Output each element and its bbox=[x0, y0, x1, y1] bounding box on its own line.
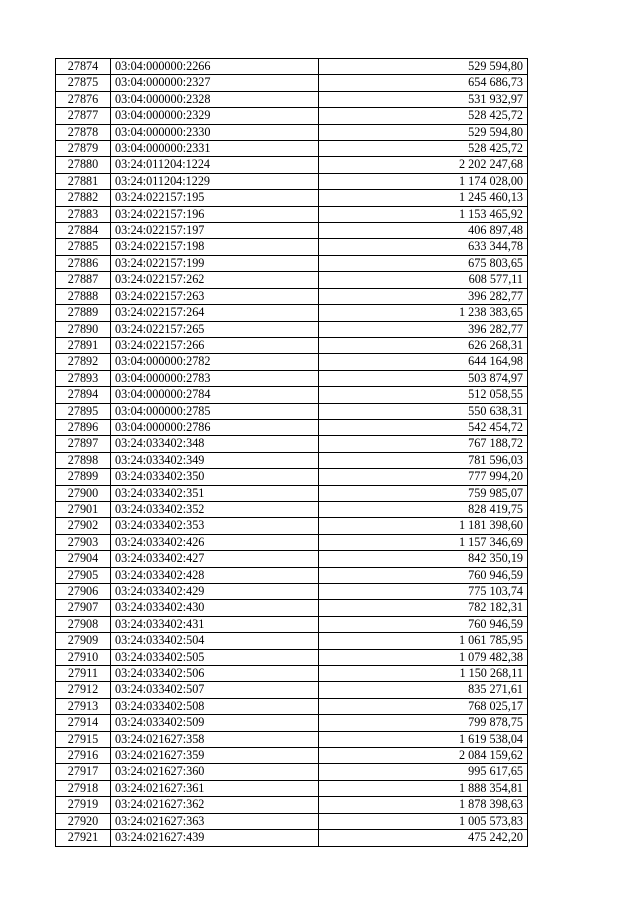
cadastral-number-cell: 03:24:021627:363 bbox=[111, 813, 319, 829]
cadastral-value-cell: 1 005 573,83 bbox=[319, 813, 528, 829]
row-number-cell: 27915 bbox=[56, 731, 111, 747]
table-row bbox=[56, 452, 528, 468]
cadastral-value-cell: 644 164,98 bbox=[319, 354, 528, 370]
row-number-cell: 27898 bbox=[56, 452, 111, 468]
cadastral-value-cell: 528 425,72 bbox=[319, 108, 528, 124]
table-row bbox=[56, 682, 528, 698]
row-number-cell: 27900 bbox=[56, 485, 111, 501]
cadastral-value-cell: 782 182,31 bbox=[319, 600, 528, 616]
cadastral-number-cell: 03:24:021627:360 bbox=[111, 764, 319, 780]
table-row bbox=[56, 419, 528, 435]
cadastral-value-cell: 995 617,65 bbox=[319, 764, 528, 780]
cadastral-value-cell: 406 897,48 bbox=[319, 223, 528, 239]
cadastral-number-cell: 03:24:033402:427 bbox=[111, 551, 319, 567]
table-row bbox=[56, 354, 528, 370]
cadastral-number-cell: 03:04:000000:2328 bbox=[111, 91, 319, 107]
row-number-cell: 27881 bbox=[56, 173, 111, 189]
table-row bbox=[56, 173, 528, 189]
cadastral-number-cell: 03:24:022157:262 bbox=[111, 272, 319, 288]
table-row bbox=[56, 764, 528, 780]
row-number-cell: 27909 bbox=[56, 633, 111, 649]
table-body bbox=[56, 59, 528, 847]
cadastral-number-cell: 03:24:022157:198 bbox=[111, 239, 319, 255]
table-row bbox=[56, 387, 528, 403]
row-number-cell: 27920 bbox=[56, 813, 111, 829]
row-number-cell: 27884 bbox=[56, 223, 111, 239]
cadastral-value-cell: 781 596,03 bbox=[319, 452, 528, 468]
cadastral-number-cell: 03:04:000000:2785 bbox=[111, 403, 319, 419]
cadastral-value-cell: 542 454,72 bbox=[319, 419, 528, 435]
table-row bbox=[56, 830, 528, 846]
cadastral-value-cell: 760 946,59 bbox=[319, 567, 528, 583]
cadastral-number-cell: 03:24:033402:353 bbox=[111, 518, 319, 534]
row-number-cell: 27878 bbox=[56, 124, 111, 140]
row-number-cell: 27903 bbox=[56, 534, 111, 550]
cadastral-value-cell: 531 932,97 bbox=[319, 91, 528, 107]
cadastral-value-cell: 768 025,17 bbox=[319, 698, 528, 714]
cadastral-value-cell: 842 350,19 bbox=[319, 551, 528, 567]
row-number-cell: 27907 bbox=[56, 600, 111, 616]
row-number-cell: 27880 bbox=[56, 157, 111, 173]
table-row bbox=[56, 190, 528, 206]
table-row bbox=[56, 715, 528, 731]
cadastral-number-cell: 03:04:000000:2786 bbox=[111, 419, 319, 435]
cadastral-value-cell: 608 577,11 bbox=[319, 272, 528, 288]
row-number-cell: 27921 bbox=[56, 830, 111, 846]
row-number-cell: 27882 bbox=[56, 190, 111, 206]
cadastral-value-cell: 775 103,74 bbox=[319, 584, 528, 600]
cadastral-value-cell: 1 153 465,92 bbox=[319, 206, 528, 222]
cadastral-number-cell: 03:24:021627:361 bbox=[111, 780, 319, 796]
row-number-cell: 27917 bbox=[56, 764, 111, 780]
cadastral-value-cell: 512 058,55 bbox=[319, 387, 528, 403]
row-number-cell: 27875 bbox=[56, 75, 111, 91]
cadastral-value-cell: 503 874,97 bbox=[319, 370, 528, 386]
row-number-cell: 27916 bbox=[56, 748, 111, 764]
cadastral-number-cell: 03:24:011204:1229 bbox=[111, 173, 319, 189]
cadastral-number-cell: 03:24:033402:431 bbox=[111, 616, 319, 632]
cadastral-value-cell: 475 242,20 bbox=[319, 830, 528, 846]
row-number-cell: 27896 bbox=[56, 419, 111, 435]
table-row bbox=[56, 403, 528, 419]
cadastral-value-cell: 760 946,59 bbox=[319, 616, 528, 632]
row-number-cell: 27905 bbox=[56, 567, 111, 583]
cadastral-value-cell: 529 594,80 bbox=[319, 59, 528, 75]
cadastral-value-cell: 675 803,65 bbox=[319, 255, 528, 271]
row-number-cell: 27887 bbox=[56, 272, 111, 288]
cadastral-number-cell: 03:24:022157:266 bbox=[111, 337, 319, 353]
table-row bbox=[56, 698, 528, 714]
table-row bbox=[56, 239, 528, 255]
cadastral-number-cell: 03:04:000000:2783 bbox=[111, 370, 319, 386]
cadastral-value-cell: 550 638,31 bbox=[319, 403, 528, 419]
table-row bbox=[56, 731, 528, 747]
cadastral-number-cell: 03:24:021627:358 bbox=[111, 731, 319, 747]
cadastral-number-cell: 03:24:022157:196 bbox=[111, 206, 319, 222]
row-number-cell: 27914 bbox=[56, 715, 111, 731]
row-number-cell: 27892 bbox=[56, 354, 111, 370]
table-row bbox=[56, 633, 528, 649]
cadastral-value-cell: 654 686,73 bbox=[319, 75, 528, 91]
table-row bbox=[56, 223, 528, 239]
cadastral-value-cell: 1 150 268,11 bbox=[319, 666, 528, 682]
row-number-cell: 27919 bbox=[56, 797, 111, 813]
cadastral-value-cell: 1 619 538,04 bbox=[319, 731, 528, 747]
row-number-cell: 27886 bbox=[56, 255, 111, 271]
cadastral-number-cell: 03:04:000000:2782 bbox=[111, 354, 319, 370]
cadastral-value-cell: 777 994,20 bbox=[319, 469, 528, 485]
row-number-cell: 27885 bbox=[56, 239, 111, 255]
row-number-cell: 27913 bbox=[56, 698, 111, 714]
cadastral-number-cell: 03:24:022157:199 bbox=[111, 255, 319, 271]
cadastral-number-cell: 03:04:000000:2266 bbox=[111, 59, 319, 75]
cadastral-value-cell: 396 282,77 bbox=[319, 288, 528, 304]
cadastral-number-cell: 03:04:000000:2784 bbox=[111, 387, 319, 403]
cadastral-value-cell: 1 238 383,65 bbox=[319, 305, 528, 321]
cadastral-number-cell: 03:24:033402:351 bbox=[111, 485, 319, 501]
row-number-cell: 27877 bbox=[56, 108, 111, 124]
cadastral-value-cell: 799 878,75 bbox=[319, 715, 528, 731]
row-number-cell: 27890 bbox=[56, 321, 111, 337]
cadastral-value-table bbox=[55, 58, 528, 847]
table-row bbox=[56, 305, 528, 321]
row-number-cell: 27901 bbox=[56, 501, 111, 517]
row-number-cell: 27904 bbox=[56, 551, 111, 567]
cadastral-value-cell: 529 594,80 bbox=[319, 124, 528, 140]
table-row bbox=[56, 551, 528, 567]
table-row bbox=[56, 797, 528, 813]
cadastral-number-cell: 03:24:022157:264 bbox=[111, 305, 319, 321]
table-row bbox=[56, 108, 528, 124]
cadastral-number-cell: 03:24:033402:429 bbox=[111, 584, 319, 600]
row-number-cell: 27895 bbox=[56, 403, 111, 419]
cadastral-number-cell: 03:24:033402:508 bbox=[111, 698, 319, 714]
table-row bbox=[56, 91, 528, 107]
table-row bbox=[56, 567, 528, 583]
table-row bbox=[56, 584, 528, 600]
table-row bbox=[56, 616, 528, 632]
cadastral-number-cell: 03:24:021627:362 bbox=[111, 797, 319, 813]
table-row bbox=[56, 534, 528, 550]
cadastral-number-cell: 03:24:011204:1224 bbox=[111, 157, 319, 173]
table-row bbox=[56, 255, 528, 271]
table-row bbox=[56, 157, 528, 173]
cadastral-value-cell: 626 268,31 bbox=[319, 337, 528, 353]
table-row bbox=[56, 141, 528, 157]
table-row bbox=[56, 124, 528, 140]
cadastral-number-cell: 03:24:022157:263 bbox=[111, 288, 319, 304]
row-number-cell: 27883 bbox=[56, 206, 111, 222]
cadastral-number-cell: 03:24:033402:352 bbox=[111, 501, 319, 517]
cadastral-value-cell: 1 174 028,00 bbox=[319, 173, 528, 189]
cadastral-value-cell: 1 079 482,38 bbox=[319, 649, 528, 665]
table-row bbox=[56, 288, 528, 304]
table-row bbox=[56, 780, 528, 796]
cadastral-value-cell: 1 245 460,13 bbox=[319, 190, 528, 206]
cadastral-value-cell: 1 181 398,60 bbox=[319, 518, 528, 534]
cadastral-value-cell: 2 202 247,68 bbox=[319, 157, 528, 173]
cadastral-number-cell: 03:04:000000:2327 bbox=[111, 75, 319, 91]
table-row bbox=[56, 649, 528, 665]
table-row bbox=[56, 337, 528, 353]
cadastral-value-cell: 396 282,77 bbox=[319, 321, 528, 337]
cadastral-value-cell: 2 084 159,62 bbox=[319, 748, 528, 764]
table-row bbox=[56, 321, 528, 337]
row-number-cell: 27876 bbox=[56, 91, 111, 107]
table-row bbox=[56, 469, 528, 485]
cadastral-number-cell: 03:24:021627:439 bbox=[111, 830, 319, 846]
cadastral-number-cell: 03:04:000000:2331 bbox=[111, 141, 319, 157]
cadastral-number-cell: 03:24:033402:506 bbox=[111, 666, 319, 682]
cadastral-number-cell: 03:04:000000:2329 bbox=[111, 108, 319, 124]
table-row bbox=[56, 666, 528, 682]
row-number-cell: 27911 bbox=[56, 666, 111, 682]
cadastral-number-cell: 03:24:021627:359 bbox=[111, 748, 319, 764]
cadastral-value-cell: 767 188,72 bbox=[319, 436, 528, 452]
table-row bbox=[56, 206, 528, 222]
cadastral-value-cell: 828 419,75 bbox=[319, 501, 528, 517]
row-number-cell: 27902 bbox=[56, 518, 111, 534]
row-number-cell: 27918 bbox=[56, 780, 111, 796]
table-row bbox=[56, 501, 528, 517]
row-number-cell: 27894 bbox=[56, 387, 111, 403]
cadastral-number-cell: 03:24:033402:504 bbox=[111, 633, 319, 649]
row-number-cell: 27910 bbox=[56, 649, 111, 665]
table-row bbox=[56, 813, 528, 829]
cadastral-number-cell: 03:24:022157:265 bbox=[111, 321, 319, 337]
row-number-cell: 27899 bbox=[56, 469, 111, 485]
row-number-cell: 27897 bbox=[56, 436, 111, 452]
table-row bbox=[56, 75, 528, 91]
cadastral-number-cell: 03:24:033402:348 bbox=[111, 436, 319, 452]
row-number-cell: 27893 bbox=[56, 370, 111, 386]
cadastral-number-cell: 03:24:033402:350 bbox=[111, 469, 319, 485]
table-row bbox=[56, 748, 528, 764]
row-number-cell: 27908 bbox=[56, 616, 111, 632]
cadastral-number-cell: 03:24:033402:505 bbox=[111, 649, 319, 665]
cadastral-number-cell: 03:24:033402:426 bbox=[111, 534, 319, 550]
cadastral-number-cell: 03:24:022157:197 bbox=[111, 223, 319, 239]
cadastral-number-cell: 03:24:033402:430 bbox=[111, 600, 319, 616]
cadastral-value-cell: 835 271,61 bbox=[319, 682, 528, 698]
table-row bbox=[56, 370, 528, 386]
row-number-cell: 27906 bbox=[56, 584, 111, 600]
cadastral-value-cell: 1 157 346,69 bbox=[319, 534, 528, 550]
row-number-cell: 27874 bbox=[56, 59, 111, 75]
cadastral-value-cell: 1 061 785,95 bbox=[319, 633, 528, 649]
cadastral-number-cell: 03:24:022157:195 bbox=[111, 190, 319, 206]
row-number-cell: 27879 bbox=[56, 141, 111, 157]
cadastral-number-cell: 03:24:033402:509 bbox=[111, 715, 319, 731]
table-row bbox=[56, 436, 528, 452]
row-number-cell: 27891 bbox=[56, 337, 111, 353]
table-row bbox=[56, 600, 528, 616]
cadastral-number-cell: 03:24:033402:507 bbox=[111, 682, 319, 698]
row-number-cell: 27912 bbox=[56, 682, 111, 698]
table-row bbox=[56, 518, 528, 534]
cadastral-value-cell: 633 344,78 bbox=[319, 239, 528, 255]
cadastral-value-cell: 1 888 354,81 bbox=[319, 780, 528, 796]
table-row bbox=[56, 485, 528, 501]
cadastral-value-cell: 759 985,07 bbox=[319, 485, 528, 501]
row-number-cell: 27888 bbox=[56, 288, 111, 304]
table-row bbox=[56, 272, 528, 288]
table-row bbox=[56, 59, 528, 75]
cadastral-number-cell: 03:24:033402:349 bbox=[111, 452, 319, 468]
cadastral-value-cell: 1 878 398,63 bbox=[319, 797, 528, 813]
cadastral-number-cell: 03:24:033402:428 bbox=[111, 567, 319, 583]
cadastral-number-cell: 03:04:000000:2330 bbox=[111, 124, 319, 140]
row-number-cell: 27889 bbox=[56, 305, 111, 321]
cadastral-value-cell: 528 425,72 bbox=[319, 141, 528, 157]
